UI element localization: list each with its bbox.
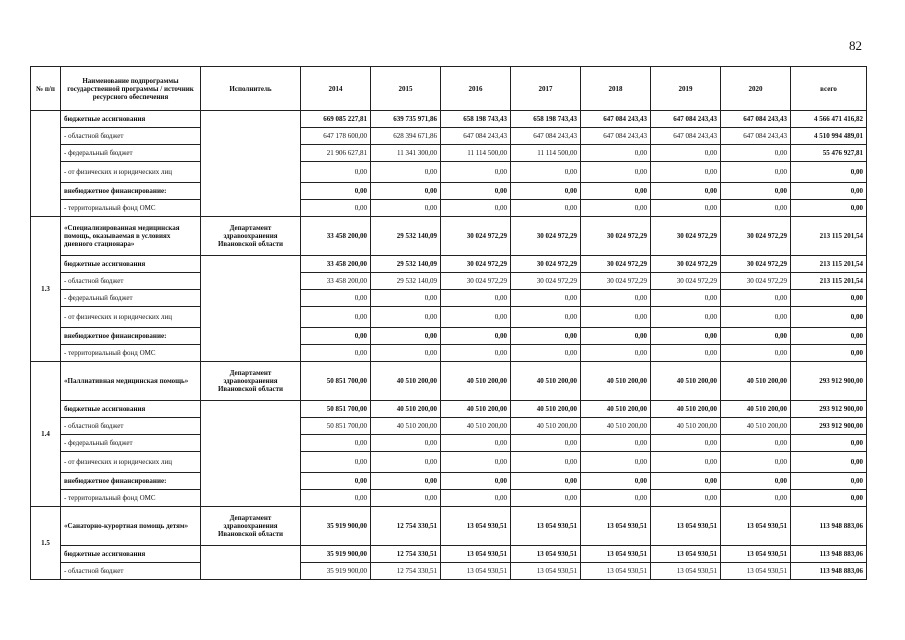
year-value: 13 054 930,51 [441,507,511,546]
year-value: 30 024 972,29 [721,273,791,290]
year-value: 40 510 200,00 [441,362,511,401]
year-value: 0,00 [581,490,651,507]
year-value: 0,00 [651,290,721,307]
year-value: 30 024 972,29 [511,273,581,290]
total-value: 4 566 471 416,82 [791,111,867,128]
year-value: 13 054 930,51 [511,546,581,563]
table-row [31,473,867,490]
table-row [31,401,867,418]
year-value: 0,00 [511,290,581,307]
header-year: 2014 [301,67,371,111]
year-value: 647 084 243,43 [721,128,791,145]
total-value: 0,00 [791,452,867,473]
year-value: 40 510 200,00 [721,401,791,418]
row-name: - от физических и юридических лиц [61,452,201,473]
row-name: - федеральный бюджет [61,145,201,162]
year-value: 0,00 [651,328,721,345]
row-name: - территориальный фонд ОМС [61,490,201,507]
year-value: 0,00 [721,183,791,200]
year-value: 0,00 [301,435,371,452]
year-value: 0,00 [441,183,511,200]
year-value: 0,00 [581,345,651,362]
row-name: - территориальный фонд ОМС [61,200,201,217]
year-value: 13 054 930,51 [511,507,581,546]
year-value: 0,00 [371,490,441,507]
year-value: 0,00 [651,452,721,473]
year-value: 0,00 [721,200,791,217]
table-row [31,507,867,546]
year-value: 647 084 243,43 [581,128,651,145]
total-value: 293 912 900,00 [791,362,867,401]
year-value: 0,00 [371,290,441,307]
year-value: 658 198 743,43 [511,111,581,128]
year-value: 0,00 [511,473,581,490]
row-name: «Специализированная медицинская помощь, оказываемая в условиях дневного стационара» [61,217,201,256]
year-value: 40 510 200,00 [651,418,721,435]
year-value: 0,00 [581,435,651,452]
row-name: - областной бюджет [61,418,201,435]
total-value: 4 510 994 489,01 [791,128,867,145]
year-value: 647 178 600,00 [301,128,371,145]
header-executor: Исполнитель [201,67,301,111]
year-value: 0,00 [651,435,721,452]
year-value: 40 510 200,00 [651,362,721,401]
year-value: 0,00 [581,452,651,473]
year-value: 0,00 [511,200,581,217]
year-value: 0,00 [721,490,791,507]
year-value: 0,00 [511,328,581,345]
year-value: 33 458 200,00 [301,256,371,273]
year-value: 33 458 200,00 [301,217,371,256]
year-value: 12 754 330,51 [371,546,441,563]
year-value: 0,00 [441,200,511,217]
year-value: 13 054 930,51 [651,507,721,546]
year-value: 0,00 [441,328,511,345]
year-value: 30 024 972,29 [651,217,721,256]
row-name: - от физических и юридических лиц [61,162,201,183]
executor-cell [201,111,301,217]
year-value: 0,00 [371,328,441,345]
year-value: 30 024 972,29 [721,217,791,256]
year-value: 0,00 [651,162,721,183]
year-value: 0,00 [301,307,371,328]
total-value: 213 115 201,54 [791,217,867,256]
year-value: 0,00 [651,200,721,217]
row-number: 1.4 [31,362,61,507]
year-value: 0,00 [371,200,441,217]
year-value: 0,00 [371,452,441,473]
year-value: 0,00 [371,183,441,200]
total-value: 213 115 201,54 [791,273,867,290]
year-value: 0,00 [371,345,441,362]
year-value: 13 054 930,51 [651,546,721,563]
executor-cell [201,401,301,507]
row-name: бюджетные ассигнования [61,256,201,273]
year-value: 30 024 972,29 [581,217,651,256]
total-value: 113 948 883,06 [791,563,867,580]
year-value: 0,00 [301,328,371,345]
year-value: 30 024 972,29 [511,217,581,256]
year-value: 40 510 200,00 [581,401,651,418]
year-value: 0,00 [371,162,441,183]
year-value: 0,00 [581,145,651,162]
year-value: 0,00 [511,345,581,362]
table-row [31,546,867,563]
total-value: 293 912 900,00 [791,401,867,418]
year-value: 21 906 627,81 [301,145,371,162]
table-row [31,145,867,162]
year-value: 35 919 900,00 [301,546,371,563]
year-value: 40 510 200,00 [441,401,511,418]
year-value: 0,00 [651,490,721,507]
year-value: 0,00 [441,435,511,452]
year-value: 0,00 [651,473,721,490]
executor-cell: Департамент здравоохранения Ивановской области [201,507,301,546]
year-value: 0,00 [441,307,511,328]
table-row [31,345,867,362]
total-value: 213 115 201,54 [791,256,867,273]
year-value: 0,00 [651,307,721,328]
row-name: внебюджетное финансирование: [61,473,201,490]
total-value: 55 476 927,81 [791,145,867,162]
year-value: 30 024 972,29 [441,273,511,290]
table-row [31,563,867,580]
year-value: 0,00 [441,452,511,473]
year-value: 647 084 243,43 [651,128,721,145]
year-value: 50 851 700,00 [301,362,371,401]
year-value: 11 341 300,00 [371,145,441,162]
row-name: - областной бюджет [61,128,201,145]
header-year: 2020 [721,67,791,111]
year-value: 0,00 [301,290,371,307]
year-value: 13 054 930,51 [721,507,791,546]
year-value: 647 084 243,43 [581,111,651,128]
row-name: бюджетные ассигнования [61,111,201,128]
total-value: 113 948 883,06 [791,507,867,546]
year-value: 647 084 243,43 [651,111,721,128]
year-value: 12 754 330,51 [371,563,441,580]
year-value: 0,00 [371,435,441,452]
year-value: 0,00 [301,162,371,183]
total-value: 0,00 [791,290,867,307]
year-value: 0,00 [441,162,511,183]
year-value: 0,00 [371,473,441,490]
year-value: 0,00 [511,490,581,507]
year-value: 647 084 243,43 [721,111,791,128]
year-value: 0,00 [301,200,371,217]
year-value: 13 054 930,51 [721,563,791,580]
year-value: 0,00 [581,200,651,217]
year-value: 30 024 972,29 [441,256,511,273]
row-name: - областной бюджет [61,273,201,290]
year-value: 0,00 [581,162,651,183]
year-value: 0,00 [301,452,371,473]
row-name: внебюджетное финансирование: [61,183,201,200]
year-value: 40 510 200,00 [441,418,511,435]
year-value: 40 510 200,00 [511,362,581,401]
table-row [31,490,867,507]
total-value: 0,00 [791,162,867,183]
row-number: 1.3 [31,217,61,362]
year-value: 0,00 [651,345,721,362]
table-row [31,307,867,328]
year-value: 30 024 972,29 [651,256,721,273]
executor-cell: Департамент здравоохранения Ивановской области [201,362,301,401]
row-name: - от физических и юридических лиц [61,307,201,328]
table-row [31,256,867,273]
table-row [31,128,867,145]
table-row [31,452,867,473]
year-value: 0,00 [441,490,511,507]
year-value: 0,00 [371,307,441,328]
row-name: «Санаторно-курортная помощь детям» [61,507,201,546]
year-value: 0,00 [581,290,651,307]
year-value: 0,00 [511,435,581,452]
year-value: 40 510 200,00 [371,401,441,418]
table-row [31,183,867,200]
table-row [31,273,867,290]
year-value: 30 024 972,29 [511,256,581,273]
year-value: 0,00 [511,307,581,328]
year-value: 13 054 930,51 [511,563,581,580]
table-row [31,162,867,183]
year-value: 0,00 [511,162,581,183]
year-value: 29 532 140,09 [371,217,441,256]
year-value: 50 851 700,00 [301,418,371,435]
total-value: 0,00 [791,183,867,200]
row-name: «Паллиативная медицинская помощь» [61,362,201,401]
year-value: 0,00 [651,145,721,162]
year-value: 29 532 140,09 [371,273,441,290]
year-value: 13 054 930,51 [581,546,651,563]
year-value: 40 510 200,00 [721,418,791,435]
table-row [31,200,867,217]
table-row [31,290,867,307]
year-value: 0,00 [721,473,791,490]
header-year: 2019 [651,67,721,111]
year-value: 0,00 [441,290,511,307]
year-value: 30 024 972,29 [581,256,651,273]
year-value: 13 054 930,51 [441,563,511,580]
row-name: бюджетные ассигнования [61,546,201,563]
total-value: 0,00 [791,490,867,507]
year-value: 0,00 [581,307,651,328]
year-value: 0,00 [721,290,791,307]
row-name: - федеральный бюджет [61,290,201,307]
row-number: 1.5 [31,507,61,580]
table-row [31,435,867,452]
table-row [31,362,867,401]
year-value: 0,00 [511,183,581,200]
row-name: - областной бюджет [61,563,201,580]
year-value: 0,00 [581,473,651,490]
year-value: 628 394 671,86 [371,128,441,145]
year-value: 639 735 971,86 [371,111,441,128]
year-value: 647 084 243,43 [441,128,511,145]
row-name: бюджетные ассигнования [61,401,201,418]
header-year: 2015 [371,67,441,111]
year-value: 0,00 [301,473,371,490]
year-value: 30 024 972,29 [581,273,651,290]
year-value: 30 024 972,29 [441,217,511,256]
year-value: 0,00 [581,328,651,345]
year-value: 13 054 930,51 [581,563,651,580]
year-value: 0,00 [721,145,791,162]
total-value: 0,00 [791,200,867,217]
budget-table [30,66,867,580]
table-row [31,217,867,256]
year-value: 40 510 200,00 [581,362,651,401]
total-value: 0,00 [791,435,867,452]
year-value: 30 024 972,29 [721,256,791,273]
header-year: 2016 [441,67,511,111]
year-value: 40 510 200,00 [651,401,721,418]
total-value: 0,00 [791,473,867,490]
year-value: 13 054 930,51 [581,507,651,546]
row-name: - территориальный фонд ОМС [61,345,201,362]
year-value: 40 510 200,00 [371,362,441,401]
year-value: 0,00 [721,452,791,473]
total-value: 293 912 900,00 [791,418,867,435]
table-row [31,328,867,345]
row-name: - федеральный бюджет [61,435,201,452]
year-value: 0,00 [651,183,721,200]
year-value: 0,00 [511,452,581,473]
year-value: 40 510 200,00 [511,418,581,435]
executor-cell [201,546,301,580]
year-value: 40 510 200,00 [371,418,441,435]
table-header-row [31,67,867,111]
year-value: 0,00 [301,345,371,362]
year-value: 0,00 [721,345,791,362]
header-year: 2017 [511,67,581,111]
year-value: 0,00 [721,435,791,452]
header-num: № п/п [31,67,61,111]
year-value: 11 114 500,00 [441,145,511,162]
table-row [31,111,867,128]
year-value: 0,00 [721,307,791,328]
header-year: 2018 [581,67,651,111]
year-value: 35 919 900,00 [301,563,371,580]
total-value: 0,00 [791,345,867,362]
total-value: 0,00 [791,328,867,345]
total-value: 0,00 [791,307,867,328]
table-row [31,418,867,435]
executor-cell: Департамент здравоохранения Ивановской области [201,217,301,256]
year-value: 0,00 [301,490,371,507]
year-value: 0,00 [441,345,511,362]
year-value: 0,00 [581,183,651,200]
row-number [31,111,61,217]
year-value: 40 510 200,00 [721,362,791,401]
year-value: 40 510 200,00 [511,401,581,418]
year-value: 658 198 743,43 [441,111,511,128]
year-value: 50 851 700,00 [301,401,371,418]
year-value: 13 054 930,51 [441,546,511,563]
year-value: 0,00 [441,473,511,490]
year-value: 13 054 930,51 [651,563,721,580]
year-value: 35 919 900,00 [301,507,371,546]
year-value: 647 084 243,43 [511,128,581,145]
year-value: 0,00 [721,328,791,345]
row-name: внебюджетное финансирование: [61,328,201,345]
total-value: 113 948 883,06 [791,546,867,563]
year-value: 40 510 200,00 [581,418,651,435]
page-number: 82 [849,38,862,53]
header-name: Наименование подпрограммы государственной программы / источник ресурсного обеспечения [61,67,201,111]
executor-cell [201,256,301,362]
year-value: 0,00 [301,183,371,200]
year-value: 12 754 330,51 [371,507,441,546]
year-value: 33 458 200,00 [301,273,371,290]
year-value: 0,00 [721,162,791,183]
year-value: 669 085 227,81 [301,111,371,128]
year-value: 13 054 930,51 [721,546,791,563]
year-value: 11 114 500,00 [511,145,581,162]
year-value: 30 024 972,29 [651,273,721,290]
table-body [31,111,867,580]
header-total: всего [791,67,867,111]
year-value: 29 532 140,09 [371,256,441,273]
